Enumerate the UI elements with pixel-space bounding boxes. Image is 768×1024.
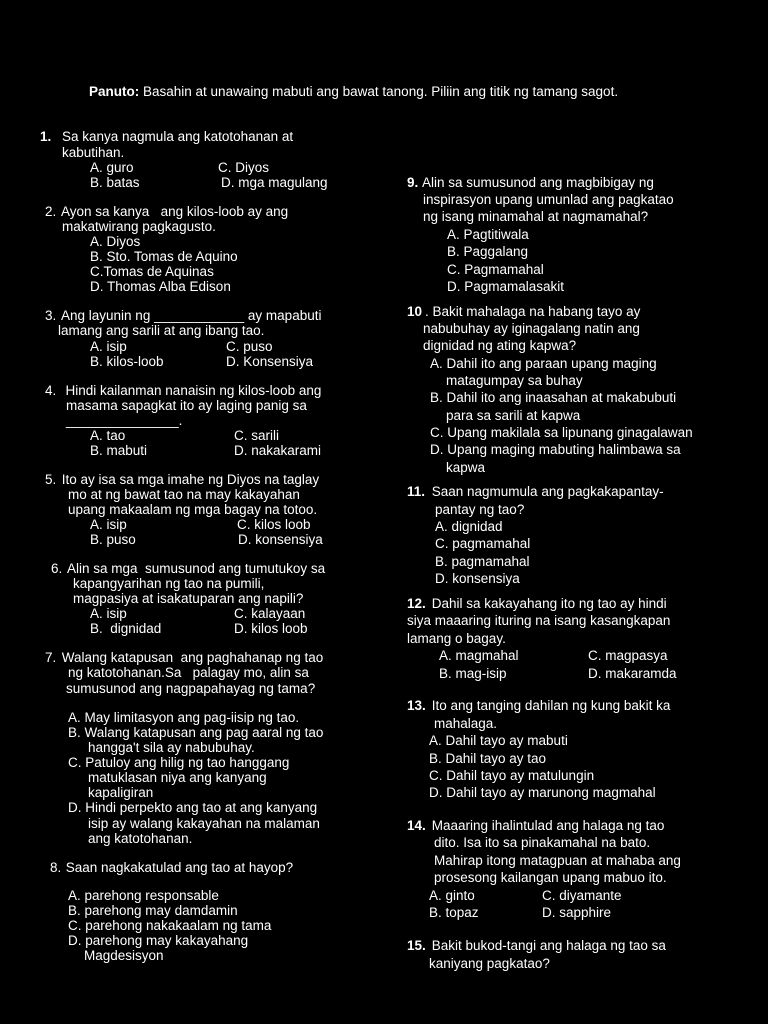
choice-b: B. pagmamahal xyxy=(435,554,530,569)
question-text: lamang ang sarili at ang ibang tao. xyxy=(58,323,265,338)
choice-c: C. diyamante xyxy=(542,888,622,903)
choice-b: B. parehong may damdamin xyxy=(68,903,238,918)
question-number: 3. xyxy=(45,308,57,323)
choice-c-continued: kapaligiran xyxy=(88,785,154,800)
question-text: dignidad ng ating kapwa? xyxy=(423,338,577,353)
question-number: 13. xyxy=(407,698,426,713)
question-text: upang makaalam ng mga bagay na totoo. xyxy=(68,502,318,517)
choice-c: C. Upang makilala sa lipunang ginagalawan xyxy=(430,425,693,440)
question-text: . Bakit mahalaga na habang tayo ay xyxy=(425,304,641,319)
question-text: prosesong kailangan upang mabuo ito. xyxy=(434,870,667,885)
choice-d: D. konsensiya xyxy=(435,571,520,586)
choice-b: B. Sto. Tomas de Aquino xyxy=(90,249,238,264)
choice-b: B. Dahil tayo ay tao xyxy=(429,751,547,766)
question-text: Bakit bukod-tangi ang halaga ng tao sa xyxy=(428,938,666,953)
choice-b: B. dignidad xyxy=(90,621,162,636)
question-number: 2. xyxy=(45,204,57,219)
question-number: 15. xyxy=(407,938,426,953)
choice-c: C. Diyos xyxy=(218,160,270,175)
choice-b: B. topaz xyxy=(429,905,479,920)
choice-d: D. Dahil tayo ay marunong magmahal xyxy=(429,785,656,800)
choice-d-continued: ang katotohanan. xyxy=(88,831,193,846)
question-text: Walang katapusan ang paghahanap ng tao xyxy=(58,650,324,665)
question-number: 4. xyxy=(45,383,57,398)
choice-d: D. Hindi perpekto ang tao at ang kanyang xyxy=(68,800,318,815)
choice-d: D. Thomas Alba Edison xyxy=(90,279,231,294)
question-text: nabubuhay ay iginagalang natin ang xyxy=(423,321,640,336)
choice-c: C. sarili xyxy=(234,428,280,443)
choice-a: A. Dahil tayo ay mabuti xyxy=(429,733,568,748)
choice-a: A. isip xyxy=(90,339,127,354)
question-text: Alin sa sumusunod ang magbibigay ng xyxy=(419,175,654,190)
choice-d: D. sapphire xyxy=(542,905,612,920)
choice-d-continued: Magdesisyon xyxy=(84,948,164,963)
choice-a: A. Diyos xyxy=(90,234,141,249)
instructions xyxy=(89,84,618,99)
choice-a: A. isip xyxy=(90,606,127,621)
question-number: 1. xyxy=(40,129,52,144)
choice-c: C. puso xyxy=(226,339,273,354)
question-number: 7. xyxy=(45,650,57,665)
question-number: 11. xyxy=(407,484,426,499)
question-text: lamang o bagay. xyxy=(407,631,506,646)
choice-a: A. ginto xyxy=(429,888,475,903)
instructions-text: Basahin at unawaing mabuti ang bawat tanong. Piliin ang titik ng tamang sagot. xyxy=(139,84,619,99)
question-text: mahalaga. xyxy=(434,716,498,731)
choice-d: D. nakakarami xyxy=(234,443,322,458)
question-text: Alin sa mga sumusunod ang tumutukoy sa xyxy=(64,561,326,576)
choice-c: C. magpasya xyxy=(588,648,668,663)
choice-c-continued: matuklasan niya ang kanyang xyxy=(88,770,267,785)
choice-c: C. pagmamahal xyxy=(435,536,531,551)
question-number: 14. xyxy=(407,818,426,833)
question-number: 9. xyxy=(407,175,419,190)
choice-c: C. kilos loob xyxy=(237,517,311,532)
choice-b: B. puso xyxy=(90,532,136,547)
choice-d: D. konsensiya xyxy=(238,532,323,547)
question-text: kapangyarihan ng tao na pumili, xyxy=(73,576,265,591)
choice-c: C. parehong nakakaalam ng tama xyxy=(68,918,272,933)
choice-b: B. Walang katapusan ang pag aaral ng tao xyxy=(68,725,324,740)
choice-a: A. guro xyxy=(90,160,134,175)
question-text: Ang layunin ng ____________ ay mapabuti xyxy=(58,308,322,323)
choice-b: B. kilos-loob xyxy=(90,354,164,369)
choice-d: D. Konsensiya xyxy=(226,354,314,369)
question-text: Ito ay isa sa mga imahe ng Diyos na taglay xyxy=(58,472,320,487)
question-text: Hindi kailanman nanaisin ng kilos-loob ang xyxy=(58,383,322,398)
question-text: mo at ng bawat tao na may kakayahan xyxy=(68,487,300,502)
choice-d-continued: kapwa xyxy=(446,460,486,475)
question-text: ng isang minamahal at nagmamahal? xyxy=(423,209,649,224)
choice-d: D. Pagmamalasakit xyxy=(447,279,565,294)
question-text: makatwirang pagkagusto. xyxy=(62,219,216,234)
choice-a-continued: matagumpay sa buhay xyxy=(446,373,583,388)
choice-d: D. kilos loob xyxy=(234,621,308,636)
choice-a: A. isip xyxy=(90,517,127,532)
question-text: Sa kanya nagmula ang katotohanan at xyxy=(62,129,294,144)
choice-a: A. May limitasyon ang pag-iisip ng tao. xyxy=(68,710,300,725)
choice-a: A. magmahal xyxy=(439,648,519,663)
question-number: 12. xyxy=(407,596,426,611)
choice-b-continued: hangga't sila ay nabubuhay. xyxy=(88,740,255,755)
choice-b-continued: para sa sarili at kapwa xyxy=(446,408,581,423)
question-number: 10 xyxy=(407,304,423,319)
choice-a: A. parehong responsable xyxy=(68,888,219,903)
question-text: Ayon sa kanya ang kilos-loob ay ang xyxy=(58,204,289,219)
choice-c: C.Tomas de Aquinas xyxy=(90,264,214,279)
choice-b: B. batas xyxy=(90,175,140,190)
choice-d: D. parehong may kakayahang xyxy=(68,933,249,948)
choice-d: D. makaramda xyxy=(588,666,677,681)
question-text: siya maaaring ituring na isang kasangkapan xyxy=(407,613,671,628)
question-text: Dahil sa kakayahang ito ng tao ay hindi xyxy=(428,596,667,611)
instructions-label: Panuto: xyxy=(89,84,140,99)
question-text: Mahirap itong matagpuan at mahaba ang xyxy=(434,853,681,868)
question-text: masama sapagkat ito ay laging panig sa xyxy=(66,398,307,413)
choice-b: B. Paggalang xyxy=(447,244,529,259)
choice-a: A. Dahil ito ang paraan upang maging xyxy=(430,356,657,371)
choice-a: A. Pagtitiwala xyxy=(447,227,529,242)
question-text: Maaaring ihalintulad ang halaga ng tao xyxy=(428,818,665,833)
question-text: kabutihan. xyxy=(62,145,125,160)
choice-c: C. Dahil tayo ay matulungin xyxy=(429,768,595,783)
choice-c: C. Patuloy ang hilig ng tao hanggang xyxy=(68,755,290,770)
question-text: Saan nagkakatulad ang tao at hayop? xyxy=(62,860,294,875)
choice-d-continued: isip ay walang kakayahan na malaman xyxy=(88,816,320,831)
question-text: sumusunod ang nagpapahayag ng tama? xyxy=(66,681,316,696)
question-text: dito. Isa ito sa pinakamahal na bato. xyxy=(434,835,651,850)
choice-a: A. tao xyxy=(90,428,126,443)
question-number: 8. xyxy=(50,860,62,875)
question-text: kaniyang pagkatao? xyxy=(429,956,550,971)
choice-c: C. kalayaan xyxy=(234,606,306,621)
question-number: 6. xyxy=(51,561,63,576)
question-text: pantay ng tao? xyxy=(435,502,525,517)
question-text: ng katotohanan.Sa palagay mo, alin sa xyxy=(68,665,309,680)
choice-d: D. mga magulang xyxy=(221,175,328,190)
choice-c: C. Pagmamahal xyxy=(447,262,544,277)
question-text: Ito ang tanging dahilan ng kung bakit ka xyxy=(428,698,671,713)
question-text: Saan nagmumula ang pagkakapantay- xyxy=(428,484,664,499)
question-text: inspirasyon upang umunlad ang pagkatao xyxy=(423,192,674,207)
question-text: magpasiya at isakatuparan ang napili? xyxy=(73,591,304,606)
question-number: 5. xyxy=(45,472,57,487)
choice-b: B. mag-isip xyxy=(439,666,507,681)
choice-b: B. mabuti xyxy=(90,443,148,458)
choice-b: B. Dahil ito ang inaasahan at makabubuti xyxy=(430,390,677,405)
choice-d: D. Upang maging mabuting halimbawa sa xyxy=(430,442,681,457)
answer-blank: _______________. xyxy=(66,413,183,428)
choice-a: A. dignidad xyxy=(435,519,503,534)
